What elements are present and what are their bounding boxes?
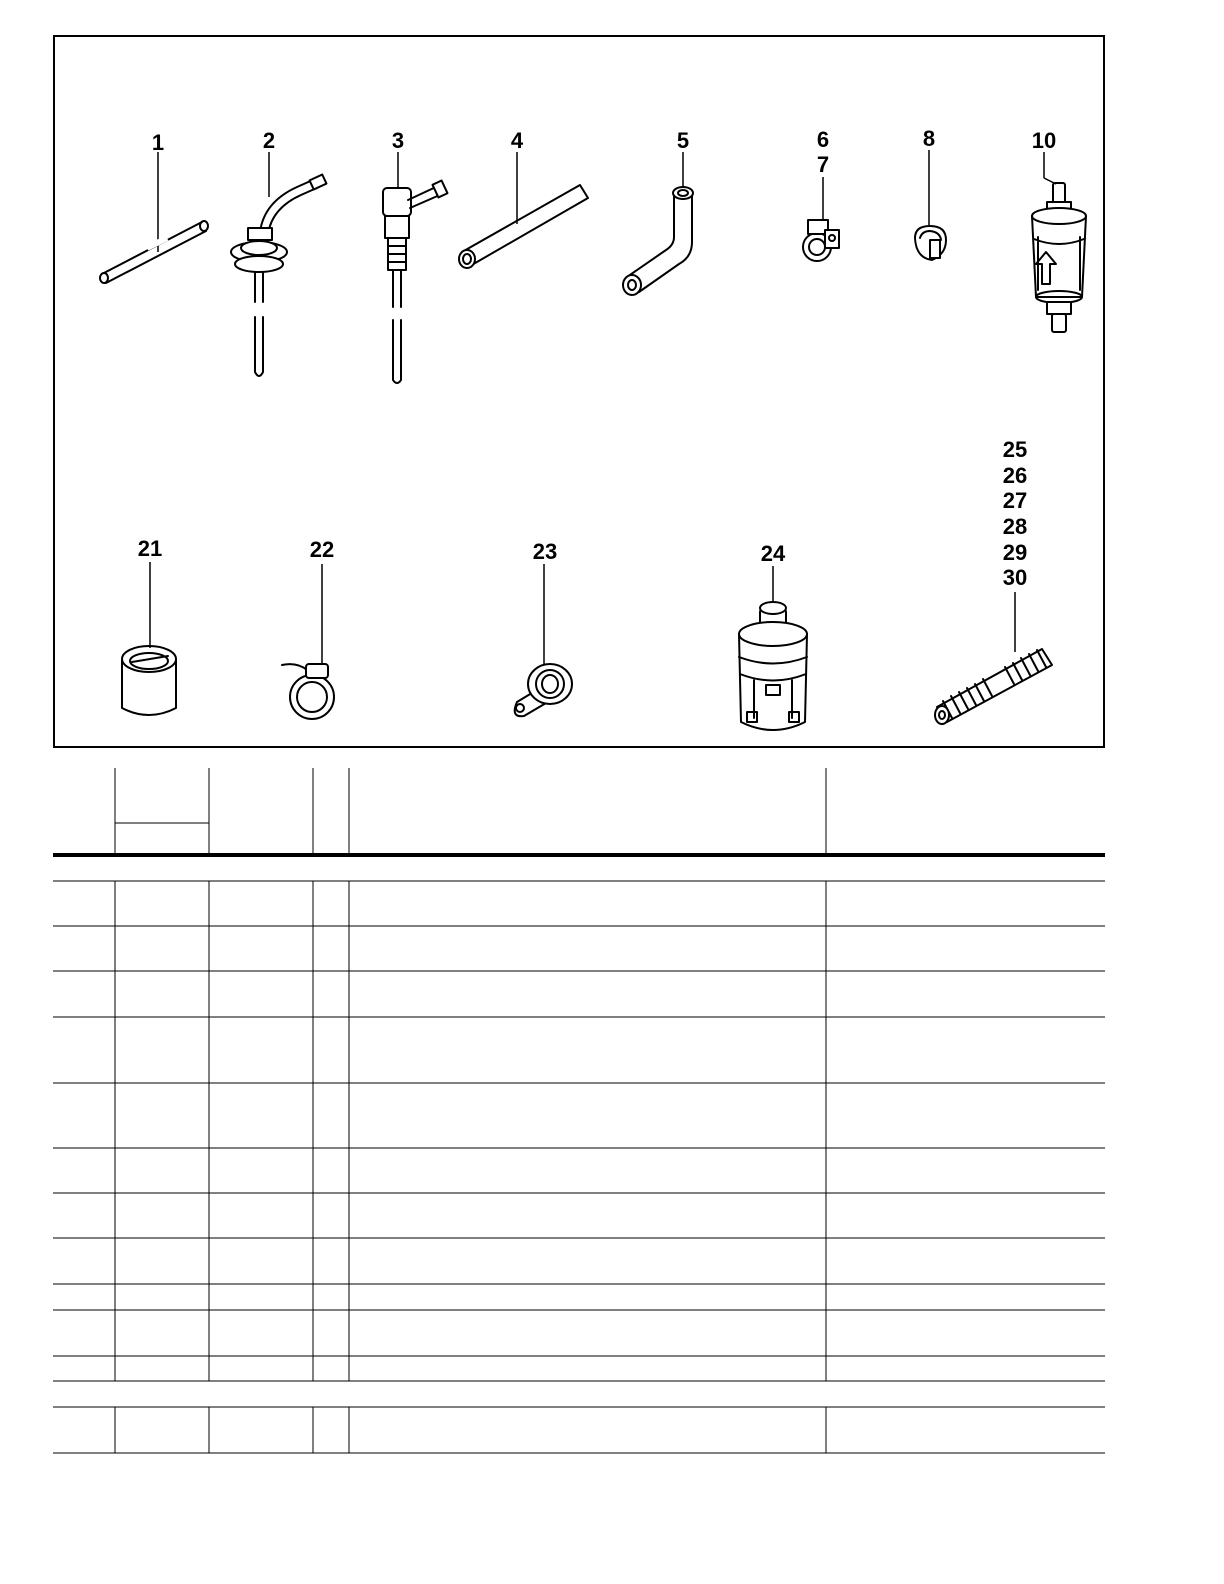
- callout-22: 22: [309, 537, 335, 562]
- callout-27: 27: [1002, 488, 1028, 513]
- callout-2: 2: [262, 128, 276, 153]
- callout-26: 26: [1002, 463, 1028, 488]
- callout-29: 29: [1002, 540, 1028, 565]
- table-header: [53, 768, 1105, 855]
- callout-1: 1: [151, 130, 165, 155]
- callout-10: 10: [1031, 128, 1057, 153]
- callout-25: 25: [1002, 437, 1028, 462]
- table-row-lines: [53, 881, 1105, 1453]
- callout-8: 8: [922, 126, 936, 151]
- callout-28: 28: [1002, 514, 1028, 539]
- callout-24: 24: [760, 541, 786, 566]
- callout-4: 4: [510, 128, 524, 153]
- callout-21: 21: [137, 536, 163, 561]
- callout-5: 5: [676, 128, 690, 153]
- callout-30: 30: [1002, 565, 1028, 590]
- callout-6: 6: [816, 127, 830, 152]
- callout-3: 3: [391, 128, 405, 153]
- callout-23: 23: [532, 539, 558, 564]
- table-column-lines: [115, 881, 826, 1453]
- callout-7: 7: [816, 152, 830, 177]
